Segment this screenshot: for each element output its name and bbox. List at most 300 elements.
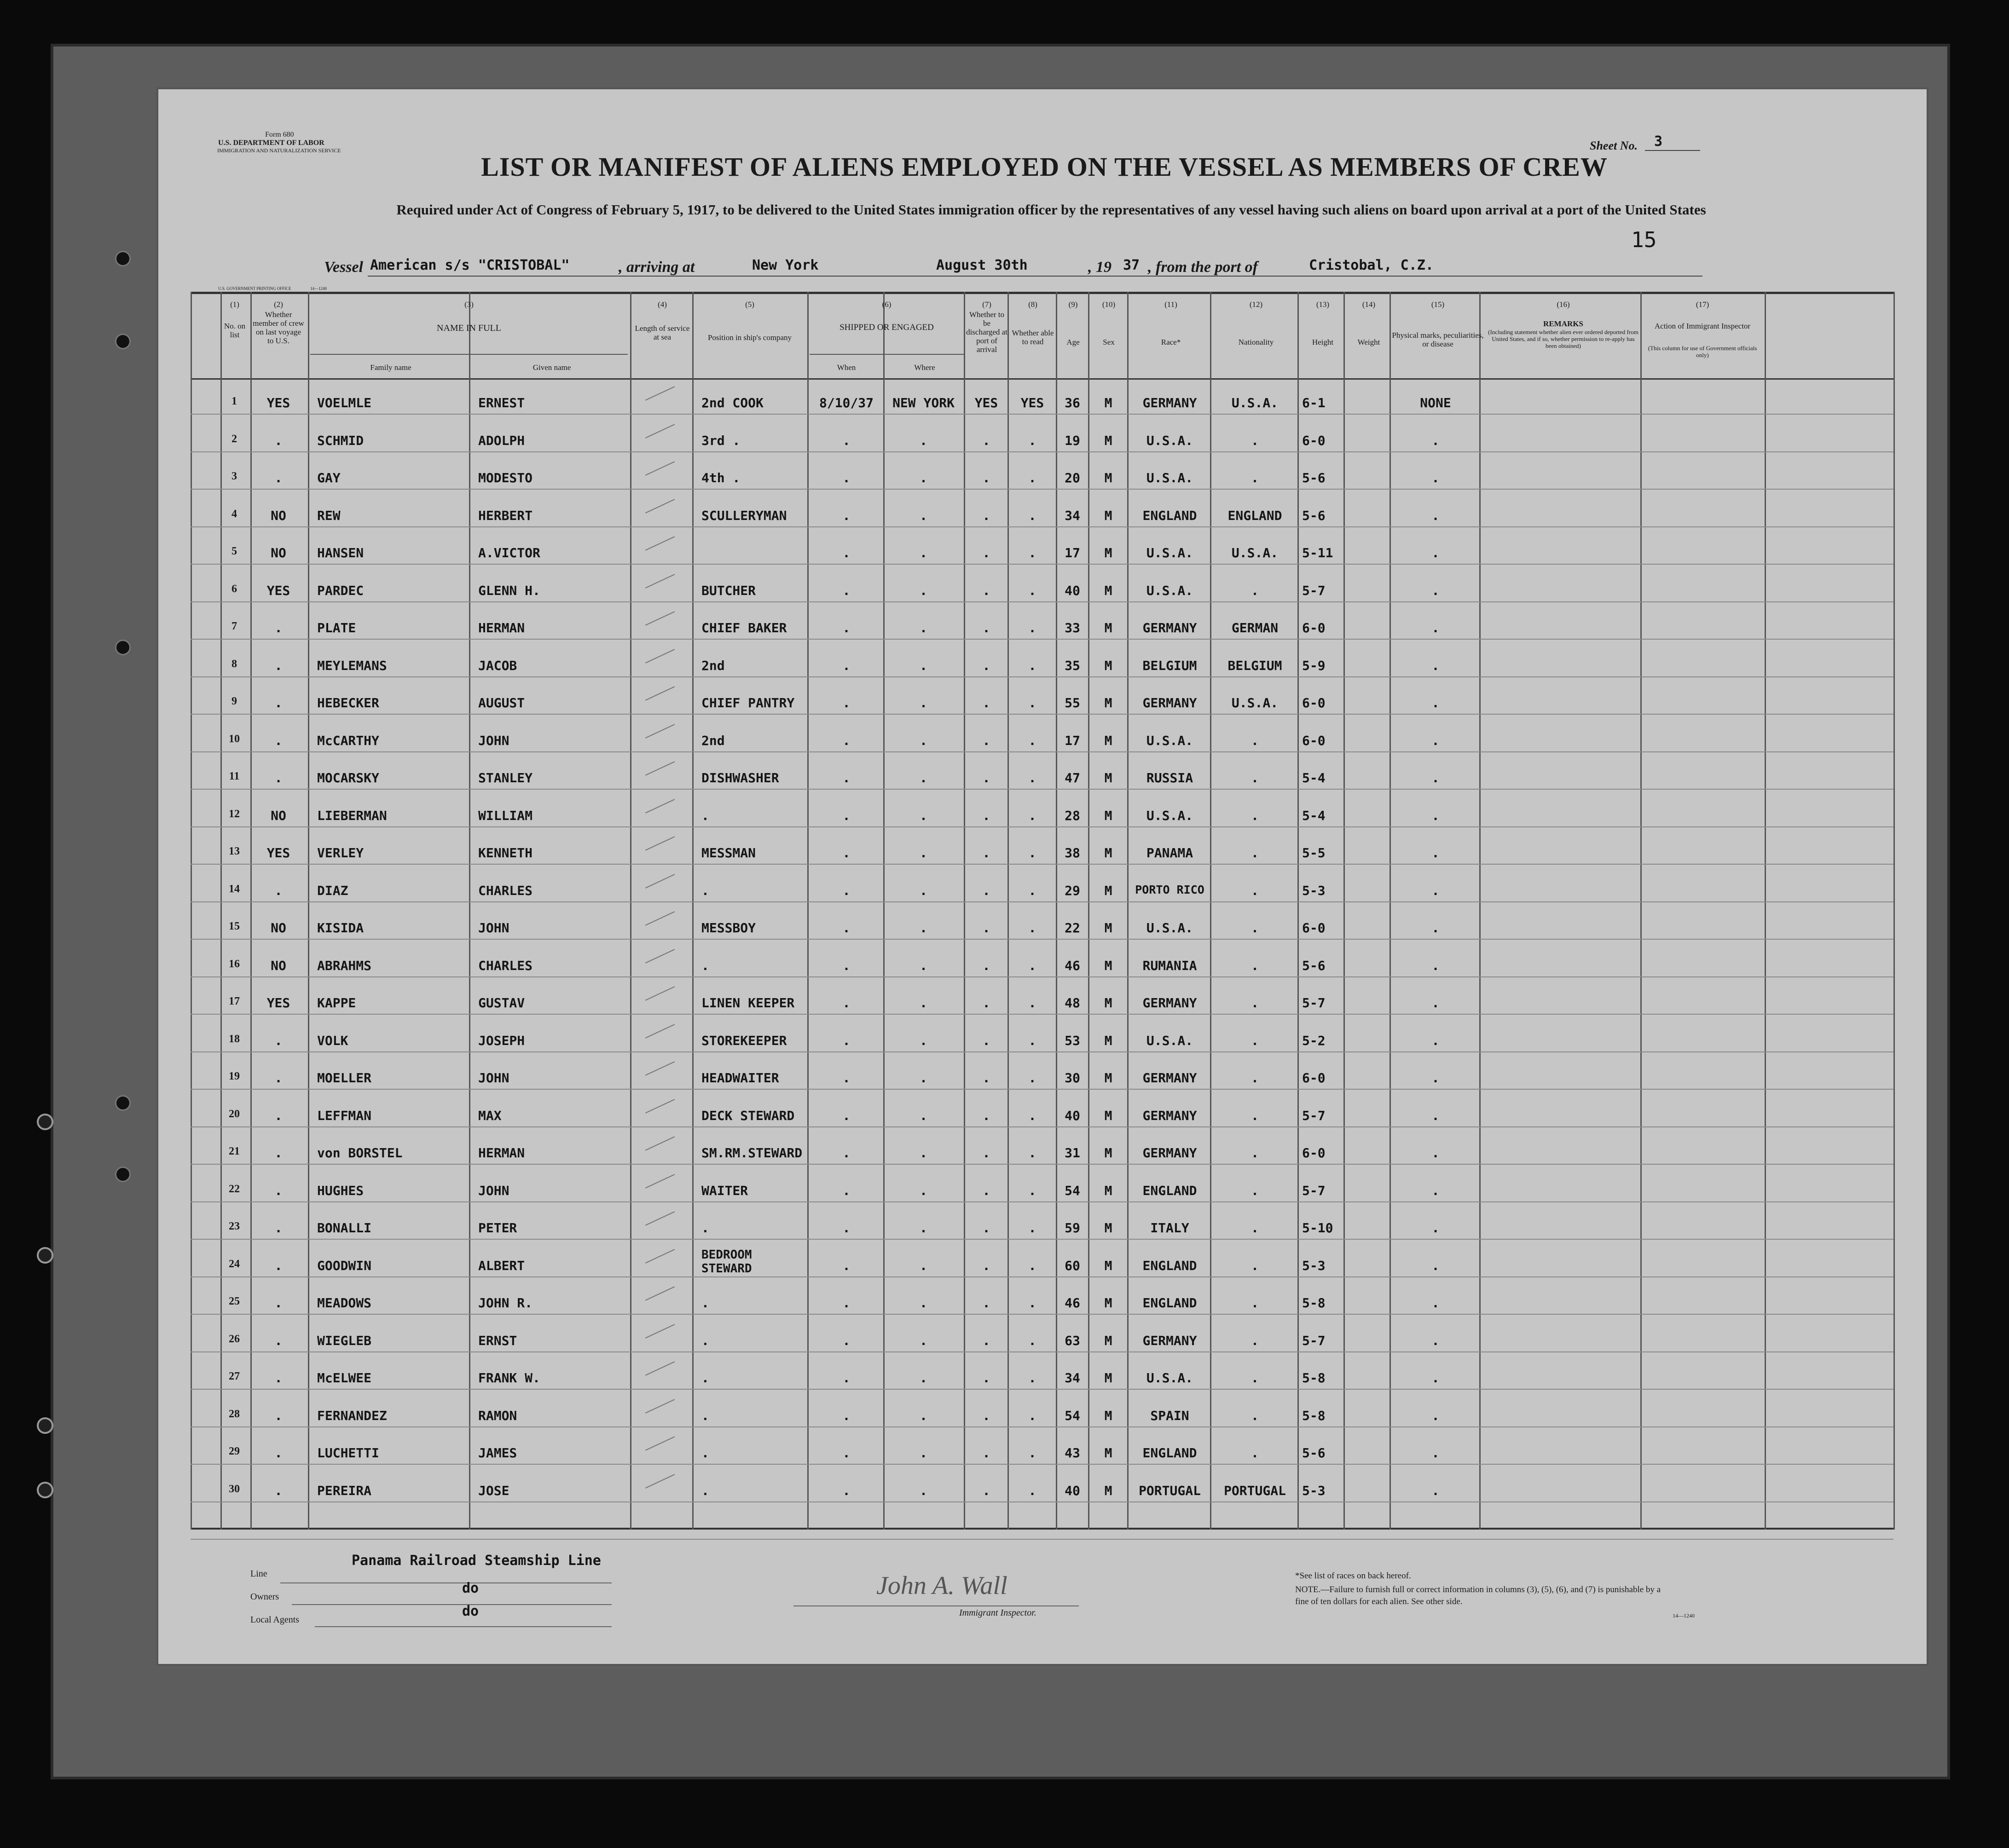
shipped-where: .	[920, 1033, 927, 1048]
shipped-where: .	[920, 1258, 927, 1273]
physical-marks: .	[1431, 958, 1440, 973]
family-name: GAY	[317, 470, 341, 485]
able-to-read: .	[1028, 958, 1036, 973]
sex: M	[1104, 733, 1112, 748]
family-name: von BORSTEL	[317, 1145, 403, 1161]
physical-marks: .	[1431, 470, 1440, 485]
service-tick-mark	[645, 1286, 675, 1300]
age: 31	[1065, 1145, 1080, 1161]
age: 46	[1065, 958, 1080, 973]
sex: M	[1104, 1370, 1112, 1386]
nationality: .	[1251, 1183, 1259, 1198]
nationality: .	[1251, 1145, 1259, 1161]
shipped-where: .	[920, 1295, 927, 1311]
previous-voyage: .	[274, 470, 283, 485]
col-1-header: No. on list	[224, 322, 246, 339]
agents-label: Local Agents	[250, 1615, 300, 1625]
position: .	[701, 1445, 709, 1461]
shipped-where: .	[920, 1370, 927, 1386]
height: 5-11	[1302, 545, 1333, 560]
given-name: ERNST	[478, 1333, 517, 1348]
owners-label: Owners	[250, 1592, 279, 1602]
agents-value: do	[462, 1603, 479, 1619]
row-number: 22	[229, 1183, 240, 1195]
row-number: 10	[229, 733, 240, 745]
shipped-when: .	[842, 1070, 851, 1086]
shipped-when: .	[842, 1220, 851, 1236]
age: 43	[1065, 1445, 1080, 1461]
row-rule	[191, 1539, 1893, 1540]
service-name: IMMIGRATION AND NATURALIZATION SERVICE	[217, 147, 341, 154]
given-name: WILLIAM	[478, 808, 533, 823]
position: MESSBOY	[701, 920, 756, 936]
previous-voyage: NO	[271, 508, 286, 523]
col-6-header: SHIPPED OR ENGAGED	[839, 323, 934, 332]
previous-voyage: NO	[271, 958, 286, 973]
position: 2nd	[701, 733, 725, 748]
row-rule	[191, 751, 1893, 752]
height: 5-3	[1302, 1483, 1326, 1498]
height: 5-3	[1302, 883, 1326, 898]
row-rule	[191, 1389, 1893, 1390]
col-14-header: Weight	[1357, 338, 1380, 346]
age: 28	[1065, 808, 1080, 823]
shipped-where: .	[920, 695, 927, 710]
height: 5-2	[1302, 1033, 1326, 1048]
previous-voyage: .	[274, 1145, 283, 1161]
row-rule	[191, 939, 1893, 940]
shipped-where: NEW YORK	[892, 395, 955, 410]
height: 5-3	[1302, 1258, 1326, 1273]
shipped-where: .	[920, 995, 927, 1011]
col-6b-header: Where	[914, 363, 935, 372]
shipped-where: .	[920, 920, 927, 936]
sex: M	[1104, 1258, 1112, 1273]
able-to-read: .	[1028, 1333, 1036, 1348]
row-number: 25	[229, 1295, 240, 1307]
discharged: .	[982, 545, 990, 560]
form-title: LIST OR MANIFEST OF ALIENS EMPLOYED ON THE VESSEL AS MEMBERS OF CREW	[481, 152, 1608, 182]
arrival-port: New York	[752, 257, 819, 273]
previous-voyage: .	[274, 1483, 283, 1498]
col-15-header: Physical marks, peculiarities, or disease	[1392, 331, 1484, 348]
age: 40	[1065, 583, 1080, 598]
race: ENGLAND	[1142, 1183, 1197, 1198]
nationality: BELGIUM	[1227, 658, 1282, 673]
row-number: 4	[232, 508, 237, 520]
column-rule	[1088, 292, 1089, 1530]
age: 48	[1065, 995, 1080, 1011]
row-number: 1	[232, 395, 237, 407]
shipped-when: .	[842, 808, 851, 823]
family-name: HUGHES	[317, 1183, 364, 1198]
owners-value: do	[462, 1580, 479, 1596]
age: 54	[1065, 1408, 1080, 1423]
height: 5-7	[1302, 1183, 1326, 1198]
col-9-header: Age	[1066, 338, 1080, 346]
shipped-when: .	[842, 770, 851, 785]
position: 3rd .	[701, 433, 741, 448]
row-number: 8	[232, 658, 237, 670]
col-12-num: (12)	[1249, 300, 1263, 309]
service-tick-mark	[645, 911, 675, 925]
physical-marks: .	[1431, 1145, 1440, 1161]
physical-marks: .	[1431, 1108, 1440, 1123]
nationality: U.S.A.	[1231, 695, 1279, 710]
previous-voyage: YES	[266, 995, 290, 1011]
position: BUTCHER	[701, 583, 756, 598]
column-rule	[191, 292, 192, 1530]
able-to-read: .	[1028, 1145, 1036, 1161]
family-name: MOCARSKY	[317, 770, 379, 785]
shipped-when: .	[842, 508, 851, 523]
previous-voyage: .	[274, 695, 283, 710]
height: 5-8	[1302, 1370, 1326, 1386]
given-name: JACOB	[478, 658, 517, 673]
shipped-where: .	[920, 508, 927, 523]
row-rule	[191, 789, 1893, 790]
nationality: .	[1251, 1333, 1259, 1348]
given-name: JAMES	[478, 1445, 517, 1461]
column-rule	[1893, 292, 1895, 1530]
sex: M	[1104, 995, 1112, 1011]
given-name: GUSTAV	[478, 995, 525, 1011]
position: 2nd	[701, 658, 725, 673]
position: .	[701, 1483, 709, 1498]
height: 5-4	[1302, 770, 1326, 785]
row-number: 28	[229, 1408, 240, 1420]
sex: M	[1104, 1145, 1112, 1161]
year-prefix: , 19	[1088, 259, 1112, 276]
row-number: 23	[229, 1220, 240, 1232]
given-name: HERMAN	[478, 1145, 525, 1161]
col-3a-header: Family name	[370, 363, 411, 372]
given-name: CHARLES	[478, 958, 533, 973]
able-to-read: .	[1028, 883, 1036, 898]
shipped-when: .	[842, 995, 851, 1011]
owners-rule	[292, 1604, 612, 1605]
sex: M	[1104, 1333, 1112, 1348]
row-number: 9	[232, 695, 237, 707]
age: 20	[1065, 470, 1080, 485]
row-number: 27	[229, 1370, 240, 1382]
discharged: .	[982, 695, 990, 710]
given-name: KENNETH	[478, 845, 533, 860]
shipped-when: .	[842, 920, 851, 936]
nationality: .	[1251, 1258, 1259, 1273]
race: U.S.A.	[1146, 470, 1193, 485]
given-name: JOSEPH	[478, 1033, 525, 1048]
previous-voyage: .	[274, 1445, 283, 1461]
able-to-read: .	[1028, 1258, 1036, 1273]
discharged: .	[982, 920, 990, 936]
row-rule	[191, 489, 1893, 490]
col-3-header: NAME IN FULL	[437, 323, 501, 333]
race: ENGLAND	[1142, 1295, 1197, 1311]
row-number: 12	[229, 808, 240, 820]
row-rule	[191, 601, 1893, 602]
shipped-where: .	[920, 658, 927, 673]
previous-voyage: NO	[271, 808, 286, 823]
sex: M	[1104, 695, 1112, 710]
race: U.S.A.	[1146, 433, 1193, 448]
height: 6-0	[1302, 1070, 1326, 1086]
family-name: PLATE	[317, 620, 356, 635]
nationality: .	[1251, 1108, 1259, 1123]
row-rule	[191, 1089, 1893, 1090]
service-tick-mark	[645, 1324, 675, 1338]
physical-marks: .	[1431, 658, 1440, 673]
column-rule	[1765, 292, 1766, 1530]
age: 17	[1065, 733, 1080, 748]
column-rule	[630, 292, 631, 1530]
discharged: .	[982, 583, 990, 598]
service-tick-mark	[645, 1249, 675, 1263]
sheet-label: Sheet No.	[1590, 139, 1638, 152]
shipped-when: .	[842, 583, 851, 598]
sex: M	[1104, 583, 1112, 598]
given-name: A.VICTOR	[478, 545, 540, 560]
col-16-header: REMARKS	[1543, 319, 1583, 328]
given-name: CHARLES	[478, 883, 533, 898]
shipped-when: .	[842, 1033, 851, 1048]
age: 22	[1065, 920, 1080, 936]
column-rule	[1390, 292, 1391, 1530]
binder-hole	[115, 251, 131, 266]
shipped-where: .	[920, 433, 927, 448]
given-name: MAX	[478, 1108, 502, 1123]
service-tick-mark	[645, 1024, 675, 1038]
race: GERMANY	[1142, 395, 1197, 410]
able-to-read: .	[1028, 658, 1036, 673]
binder-hole	[37, 1114, 53, 1130]
height: 6-1	[1302, 395, 1326, 410]
arrival-date: August 30th	[936, 257, 1028, 273]
able-to-read: .	[1028, 1033, 1036, 1048]
service-tick-mark	[645, 1436, 675, 1450]
shipped-when: .	[842, 1483, 851, 1498]
sex: M	[1104, 545, 1112, 560]
discharged: .	[982, 733, 990, 748]
family-name: MOELLER	[317, 1070, 372, 1086]
sex: M	[1104, 1070, 1112, 1086]
service-tick-mark	[645, 799, 675, 813]
given-name: AUGUST	[478, 695, 525, 710]
service-tick-mark	[645, 724, 675, 738]
row-rule	[191, 1051, 1893, 1052]
given-name: FRANK W.	[478, 1370, 540, 1386]
column-rule	[250, 292, 252, 1530]
given-name: ALBERT	[478, 1258, 525, 1273]
service-tick-mark	[645, 574, 675, 588]
service-tick-mark	[645, 1061, 675, 1075]
able-to-read: .	[1028, 995, 1036, 1011]
race: ENGLAND	[1142, 508, 1197, 523]
family-name: WIEGLEB	[317, 1333, 372, 1348]
height: 6-0	[1302, 920, 1326, 936]
family-name: ABRAHMS	[317, 958, 372, 973]
position: DECK STEWARD	[701, 1108, 795, 1123]
col-17-num: (17)	[1696, 300, 1709, 309]
physical-marks: .	[1431, 1483, 1440, 1498]
position: BEDROOM STEWARD	[701, 1247, 752, 1276]
able-to-read: .	[1028, 545, 1036, 560]
shipped-where: .	[920, 620, 927, 635]
discharged: .	[982, 1033, 990, 1048]
column-rule	[308, 292, 309, 1530]
inspector-signature: John A. Wall	[876, 1571, 1007, 1600]
discharged: .	[982, 1183, 990, 1198]
row-number: 6	[232, 583, 237, 595]
shipped-when: .	[842, 883, 851, 898]
column-rule	[883, 292, 885, 1530]
name-subheader-rule	[310, 354, 628, 355]
row-number: 3	[232, 470, 237, 482]
service-tick-mark	[645, 949, 675, 963]
port-label: , from the port of	[1148, 259, 1258, 276]
previous-voyage: .	[274, 1070, 283, 1086]
sex: M	[1104, 883, 1112, 898]
table-top-rule	[191, 292, 1893, 294]
sex: M	[1104, 770, 1112, 785]
column-rule	[964, 292, 965, 1530]
shipped-when: .	[842, 1183, 851, 1198]
penalty-note: NOTE.—Failure to furnish full or correct information in columns (3), (5), (6), and (7) is punishable by a fine of ten dollars for each alien. See other side.	[1295, 1585, 1661, 1606]
binder-hole	[115, 334, 131, 349]
able-to-read: .	[1028, 845, 1036, 860]
previous-voyage: .	[274, 620, 283, 635]
sex: M	[1104, 808, 1112, 823]
race: U.S.A.	[1146, 1033, 1193, 1048]
form-subtitle: Required under Act of Congress of February 5, 1917, to be delivered to the United States immigration officer by the representatives of any vessel having such aliens on board upon arrival at a port of the United States	[396, 202, 1706, 218]
row-rule	[191, 901, 1893, 902]
physical-marks: .	[1431, 920, 1440, 936]
service-tick-mark	[645, 424, 675, 438]
previous-voyage: .	[274, 1108, 283, 1123]
position: CHIEF PANTRY	[701, 695, 795, 710]
form-number: Form 680	[265, 131, 294, 139]
physical-marks: .	[1431, 883, 1440, 898]
height: 6-0	[1302, 733, 1326, 748]
row-number: 30	[229, 1483, 240, 1495]
nationality: .	[1251, 770, 1259, 785]
shipped-when: .	[842, 845, 851, 860]
discharged: .	[982, 508, 990, 523]
race: U.S.A.	[1146, 545, 1193, 560]
col-4-num: (4)	[658, 300, 667, 309]
previous-voyage: NO	[271, 920, 286, 936]
service-tick-mark	[645, 1099, 675, 1113]
family-name: HEBECKER	[317, 695, 379, 710]
row-rule	[191, 714, 1893, 715]
column-rule	[1056, 292, 1057, 1530]
position: .	[701, 1370, 709, 1386]
col-13-num: (13)	[1316, 300, 1330, 309]
col-13-header: Height	[1312, 338, 1334, 346]
row-rule	[191, 1201, 1893, 1202]
age: 19	[1065, 433, 1080, 448]
family-name: VERLEY	[317, 845, 364, 860]
physical-marks: .	[1431, 1295, 1440, 1311]
nationality: .	[1251, 733, 1259, 748]
col-6a-header: When	[837, 363, 856, 372]
shipped-where: .	[920, 1445, 927, 1461]
previous-voyage: .	[274, 1220, 283, 1236]
row-number: 17	[229, 995, 240, 1007]
position: MESSMAN	[701, 845, 756, 860]
discharged: .	[982, 1483, 990, 1498]
column-rule	[807, 292, 809, 1530]
race: RUMANIA	[1142, 958, 1197, 973]
able-to-read: .	[1028, 1220, 1036, 1236]
family-name: DIAZ	[317, 883, 348, 898]
row-rule	[191, 1276, 1893, 1277]
sex: M	[1104, 658, 1112, 673]
binder-hole	[37, 1417, 53, 1434]
discharged: .	[982, 770, 990, 785]
service-tick-mark	[645, 499, 675, 513]
vessel-rule	[368, 276, 1702, 277]
family-name: SCHMID	[317, 433, 364, 448]
col-14-num: (14)	[1362, 300, 1376, 309]
able-to-read: .	[1028, 1295, 1036, 1311]
service-tick-mark	[645, 986, 675, 1000]
age: 59	[1065, 1220, 1080, 1236]
service-tick-mark	[645, 611, 675, 625]
col-16-num: (16)	[1557, 300, 1570, 309]
discharged: .	[982, 883, 990, 898]
given-name: RAMON	[478, 1408, 517, 1423]
position: 2nd COOK	[701, 395, 764, 410]
height: 6-0	[1302, 433, 1326, 448]
col-3b-header: Given name	[533, 363, 571, 372]
nationality: .	[1251, 1295, 1259, 1311]
position: 4th .	[701, 470, 741, 485]
age: 47	[1065, 770, 1080, 785]
family-name: VOLK	[317, 1033, 348, 1048]
discharged: .	[982, 1145, 990, 1161]
family-name: REW	[317, 508, 341, 523]
sex: M	[1104, 620, 1112, 635]
binder-hole	[37, 1482, 53, 1498]
row-number: 24	[229, 1258, 240, 1270]
age: 36	[1065, 395, 1080, 410]
age: 54	[1065, 1183, 1080, 1198]
row-number: 15	[229, 920, 240, 932]
race: ITALY	[1150, 1220, 1189, 1236]
able-to-read: .	[1028, 920, 1036, 936]
physical-marks: .	[1431, 1445, 1440, 1461]
race: ENGLAND	[1142, 1258, 1197, 1273]
nationality: .	[1251, 1370, 1259, 1386]
race: GERMANY	[1142, 1108, 1197, 1123]
stamp-number: 15	[1631, 227, 1657, 252]
row-rule	[191, 639, 1893, 640]
col-9-num: (9)	[1068, 300, 1078, 309]
age: 60	[1065, 1258, 1080, 1273]
column-rule	[1007, 292, 1009, 1530]
physical-marks: .	[1431, 1220, 1440, 1236]
age: 38	[1065, 845, 1080, 860]
printing-code: 14—1240	[310, 286, 327, 291]
row-number: 26	[229, 1333, 240, 1345]
col-10-num: (10)	[1102, 300, 1116, 309]
row-rule	[191, 676, 1893, 677]
discharged: .	[982, 808, 990, 823]
row-number: 7	[232, 620, 237, 632]
service-tick-mark	[645, 536, 675, 550]
shipped-when: .	[842, 1408, 851, 1423]
